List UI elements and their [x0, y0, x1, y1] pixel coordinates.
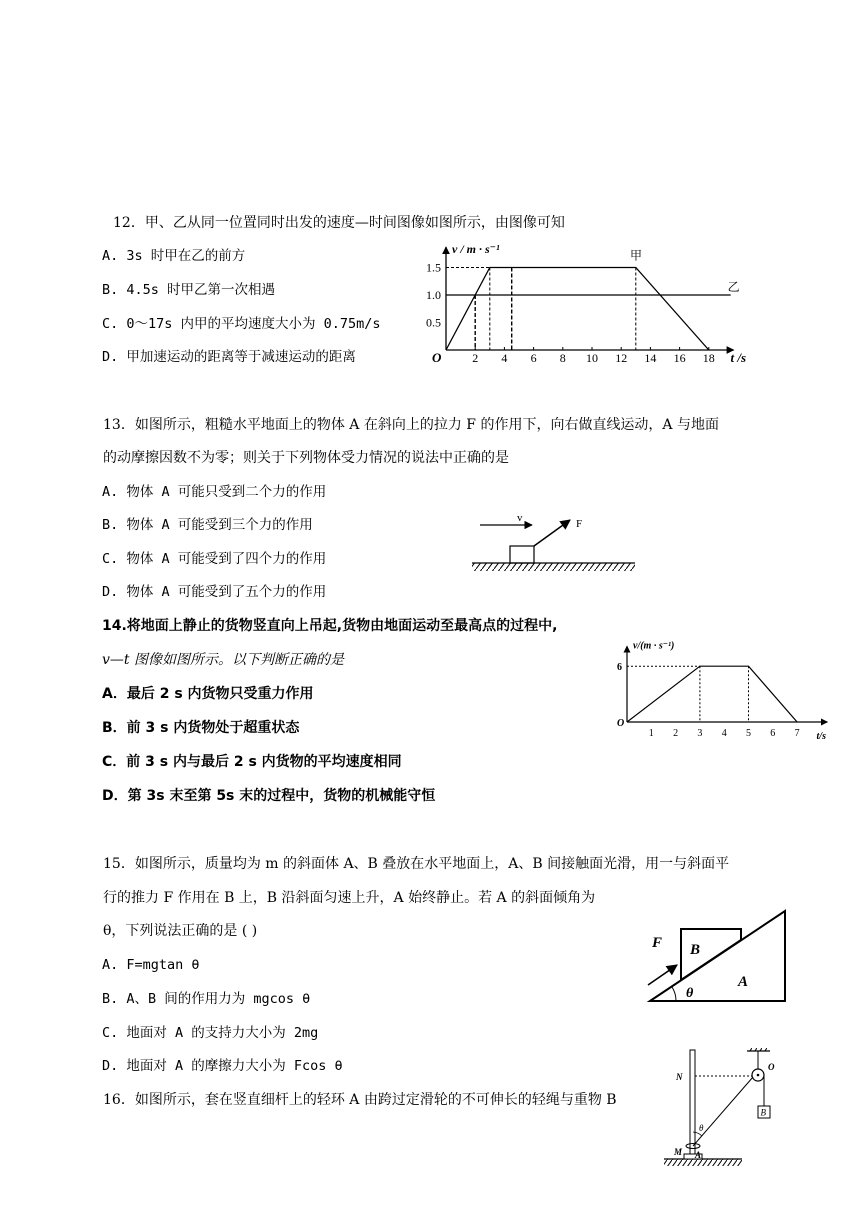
y-tick-label: 1.5 — [426, 260, 441, 275]
q16-stem: 16．如图所示，套在竖直细杆上的轻环 A 由跨过定滑轮的不可伸长的轻绳与重物 B — [103, 1092, 617, 1108]
x-tick-label: 4 — [721, 728, 727, 739]
block-a — [510, 546, 534, 563]
velocity-label: v — [517, 512, 523, 524]
pulley-axle — [757, 1074, 760, 1077]
q14-stem-line1: 14.将地面上静止的货物竖直向上吊起,货物由地面运动至最高点的过程中, — [102, 618, 558, 634]
x-tick-label: 4 — [501, 351, 508, 365]
origin-label: O — [432, 350, 442, 365]
y-axis-label: v/(m · s⁻¹) — [633, 640, 675, 652]
q15-option-c: C. 地面对 A 的支持力大小为 2mg — [102, 1025, 319, 1041]
x-tick-label: 2 — [472, 351, 479, 365]
vertical-rod — [690, 1050, 695, 1154]
q14-option-b: B．前 3 s 内货物处于超重状态 — [102, 720, 300, 736]
q13-block-figure — [470, 505, 640, 577]
force-f-arrow — [534, 520, 570, 546]
x-tick-label: 8 — [559, 351, 566, 365]
x-tick-label: 10 — [586, 351, 598, 365]
series-jia-line — [446, 268, 709, 351]
q15-stem-line3: θ，下列说法正确的是 ( ) — [103, 923, 258, 939]
q13-option-b: B. 物体 A 可能受到三个力的作用 — [102, 517, 313, 533]
ground-hatching — [664, 1159, 742, 1166]
block-b-label: B — [690, 942, 701, 958]
x-tick-label: 2 — [673, 728, 679, 739]
ground-hatching — [472, 563, 635, 571]
series-yi-label: 乙 — [727, 280, 740, 294]
q13-stem-line1: 13．如图所示，粗糙水平地面上的物体 A 在斜向上的拉力 F 的作用下，向右做直线运动，A 与地面 — [103, 417, 719, 433]
q16-pulley-figure — [662, 1048, 782, 1170]
q15-option-d: D. 地面对 A 的摩擦力大小为 Fcos θ — [102, 1058, 343, 1074]
wedge-a-label: A — [738, 974, 749, 990]
x-tick-label: 14 — [644, 351, 657, 365]
q15-stem-line2: 行的推力 F 作用在 B 上，B 沿斜面匀速上升，A 始终静止。若 A 的斜面倾角为 — [103, 890, 596, 906]
q13-option-c: C. 物体 A 可能受到了四个力的作用 — [102, 551, 327, 567]
push-force-arrow — [648, 965, 677, 985]
y-tick-label: 0.5 — [426, 315, 441, 330]
q15-option-b: B. A、B 间的作用力为 mgcos θ — [102, 991, 311, 1007]
y-tick-label: 1.0 — [426, 288, 441, 302]
x-tick-label: 6 — [530, 351, 537, 365]
force-f-label: F — [576, 518, 583, 530]
q14-option-d: D．第 3s 末至第 5s 末的过程中，货物的机械能守恒 — [102, 788, 436, 804]
angle-theta-label: θ — [699, 1123, 704, 1133]
point-m-label: M — [674, 1147, 683, 1157]
x-tick-label: 12 — [615, 351, 628, 365]
force-f-label: F — [652, 935, 663, 951]
x-tick-label: 6 — [770, 728, 776, 739]
q15-incline-figure — [640, 905, 800, 1010]
x-tick-label: 1 — [648, 728, 654, 739]
y-axis-label: v / m · s⁻¹ — [452, 242, 500, 256]
q12-option-c: C. 0～17s 内甲的平均速度大小为 0.75m/s — [102, 316, 381, 332]
weight-b-label: B — [760, 1107, 766, 1118]
q14-stem-line2: v—t 图像如图所示。以下判断正确的是 — [102, 652, 344, 668]
q13-option-d: D. 物体 A 可能受到了五个力的作用 — [102, 584, 327, 600]
x-axis-label: t/s — [816, 731, 826, 742]
angle-theta-label: θ — [686, 986, 694, 1001]
series-jia-label: 甲 — [629, 248, 642, 263]
origin-label: O — [617, 718, 625, 729]
q13-option-a: A. 物体 A 可能只受到二个力的作用 — [102, 484, 327, 500]
q13-stem-line2: 的动摩擦因数不为零；则关于下列物体受力情况的说法中正确的是 — [103, 450, 509, 466]
x-tick-label: 7 — [794, 728, 800, 739]
ceiling-hatching — [747, 1048, 770, 1051]
x-tick-label: 5 — [746, 728, 751, 739]
q14-option-c: C．前 3 s 内与最后 2 s 内货物的平均速度相同 — [102, 754, 402, 770]
x-axis-label: t /s — [730, 350, 747, 365]
q12-option-a: A. 3s 时甲在乙的前方 — [102, 248, 246, 264]
y-tick-label: 6 — [617, 662, 622, 674]
q12-option-b: B. 4.5s 时甲乙第一次相遇 — [102, 282, 276, 298]
x-tick-label: 16 — [673, 351, 686, 365]
ring-a-label: A — [695, 1150, 702, 1160]
q14-option-a: A．最后 2 s 内货物只受重力作用 — [102, 686, 314, 702]
point-n-label: N — [676, 1072, 683, 1082]
series-line — [627, 666, 797, 722]
x-tick-label: 3 — [697, 728, 703, 739]
q15-stem-line1: 15．如图所示，质量均为 m 的斜面体 A、B 叠放在水平地面上，A、B 间接触面光滑，用一与斜面平 — [103, 856, 730, 872]
q14-vt-chart — [605, 637, 835, 747]
q12-vt-chart — [418, 240, 758, 370]
x-tick-label: 18 — [702, 351, 715, 365]
point-o-label: O — [768, 1062, 775, 1072]
q12-stem: 12．甲、乙从同一位置同时出发的速度—时间图像如图所示，由图像可知 — [113, 215, 565, 231]
q15-option-a: A. F=mgtan θ — [102, 957, 200, 973]
q12-option-d: D. 甲加速运动的距离等于减速运动的距离 — [102, 349, 356, 365]
